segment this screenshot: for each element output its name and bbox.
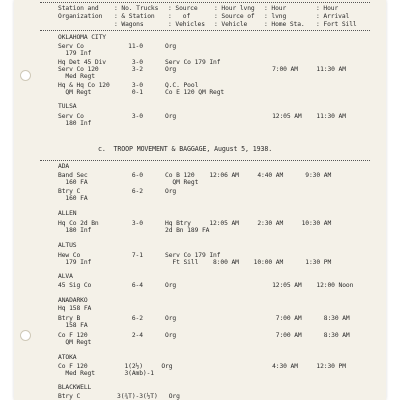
table-row: Hq & Hq Co 120 3-0 Q.C. Pool bbox=[58, 82, 199, 89]
header-col-hour-lvng: : Hour bbox=[264, 5, 287, 12]
table-row: QM Regt 0-1 Co E 120 QM Regt bbox=[58, 89, 225, 96]
table-row: Med Regt bbox=[58, 73, 95, 80]
city-heading-altus: ALTUS bbox=[58, 242, 77, 249]
header-col-arrival-2: : Arrival bbox=[316, 13, 350, 20]
city-heading-allen: ALLEN bbox=[58, 210, 77, 217]
table-row: 160 FA QM Regt bbox=[58, 179, 199, 186]
city-heading-anadarko: ANADARKO bbox=[58, 297, 88, 304]
table-row: QM Regt bbox=[58, 339, 92, 346]
table-row: Hq Det 45 Div 3-0 Serv Co 179 Inf bbox=[58, 59, 221, 66]
table-row: Btry B 6-2 Org 7:00 AM 8:30 AM bbox=[58, 315, 350, 322]
city-heading-blackwell: BLACKWELL bbox=[58, 384, 92, 391]
header-col-hour-src-2: : Source of bbox=[214, 13, 255, 20]
header-col-station: Station and bbox=[58, 5, 99, 12]
header-col-trucks: : No. Trucks bbox=[114, 5, 159, 12]
city-heading-atoka: ATOKA bbox=[58, 354, 77, 361]
header-col-station-2: Organization bbox=[58, 13, 103, 20]
table-row: 179 Inf bbox=[58, 50, 92, 57]
city-heading-tulsa: TULSA bbox=[58, 103, 77, 110]
section-title: c. TROOP MOVEMENT & BAGGAGE, August 5, 1938. bbox=[98, 145, 273, 153]
table-row: 180 Inf 2d Bn 189 FA bbox=[58, 227, 210, 234]
table-row: Hq 158 FA bbox=[58, 305, 92, 312]
header-col-hour-src-3: : Vehicle bbox=[214, 21, 248, 28]
table-row: 179 Inf Ft Sill 8:00 AM 10:00 AM 1:30 PM bbox=[58, 259, 332, 266]
table-row: Hq Co 2d Bn 3-0 Hq Btry 12:05 AM 2:30 AM 10:30 AM bbox=[58, 220, 332, 227]
header-bottom-rule bbox=[40, 30, 370, 31]
header-col-trucks-3: : Wagons bbox=[114, 21, 144, 28]
table-row: 180 Inf bbox=[58, 120, 92, 127]
table-row: 160 FA bbox=[58, 195, 88, 202]
city-heading-ada: ADA bbox=[58, 163, 70, 170]
table-row: Serv Co 120 3-2 Org 7:00 AM 11:30 AM bbox=[58, 66, 346, 73]
header-col-arrival-3: : Fort Sill bbox=[316, 21, 357, 28]
section-rule bbox=[40, 160, 370, 161]
table-row: Med Regt 3(Amb)-1 bbox=[58, 370, 154, 377]
city-heading-alva: ALVA bbox=[58, 273, 73, 280]
binder-hole bbox=[20, 330, 31, 341]
table-row: Co F 120 1(2½) Org 4:30 AM 12:30 PM bbox=[58, 363, 346, 370]
header-col-source-2: : of bbox=[168, 13, 191, 20]
table-row: Hew Co 7-1 Serv Co 179 Inf bbox=[58, 252, 221, 259]
header-col-hour-src: : Hour lvng bbox=[214, 5, 255, 12]
table-row: Serv Co 11-0 Org bbox=[58, 43, 177, 50]
city-heading-oklahoma-city: OKLAHOMA CITY bbox=[58, 34, 106, 41]
header-top-rule bbox=[40, 2, 370, 3]
table-row: Serv Co 3-0 Org 12:05 AM 11:30 AM bbox=[58, 113, 346, 120]
header-col-source-3: : Vehicles bbox=[168, 21, 205, 28]
table-row: 158 FA bbox=[58, 322, 88, 329]
table-row: 45 Sig Co 6-4 Org 12:05 AM 12:00 Noon bbox=[58, 282, 354, 289]
header-col-hour-lvng-3: : Home Sta. bbox=[264, 21, 305, 28]
table-row: Co F 120 2-4 Org 7:00 AM 8:30 AM bbox=[58, 332, 350, 339]
header-col-hour-lvng-2: : lvng bbox=[264, 13, 287, 20]
header-col-trucks-2: : & Station bbox=[114, 13, 155, 20]
binder-hole bbox=[20, 70, 31, 81]
table-row: Band Sec 6-0 Co B 120 12:06 AM 4:40 AM 9:30 AM bbox=[58, 172, 332, 179]
header-col-source: : Source bbox=[168, 5, 198, 12]
table-row: Btry C 3(¾T)-3(½T) Org bbox=[58, 393, 180, 400]
header-col-arrival: : Hour bbox=[316, 5, 339, 12]
table-row: Btry C 6-2 Org bbox=[58, 188, 177, 195]
